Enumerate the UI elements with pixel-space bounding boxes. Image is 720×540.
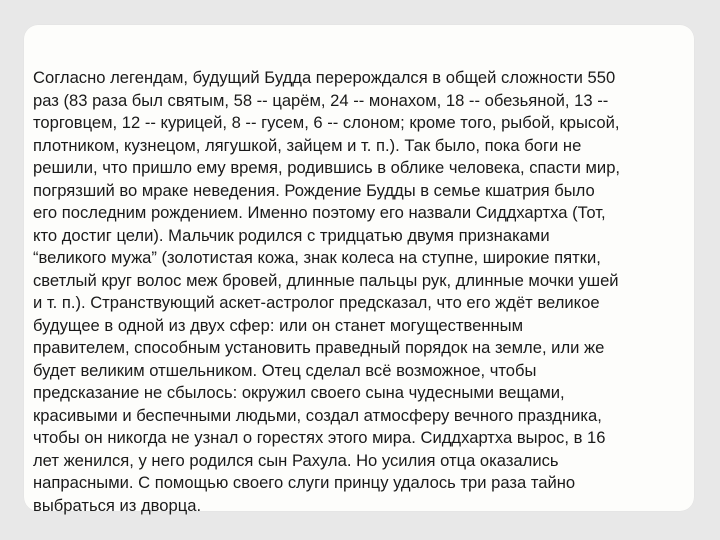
slide-body-text: Согласно легендам, будущий Будда перерождался в общей сложности 550 раз (83 раза был святым, 58 -- царём, 24 -- монахом, 18 -- обезьяной, 13 -- торговцем, 12 -- курицей, 8 -- гусем, 6 -- слоном; кроме того, рыбой, крысой, плотником, кузнецом, лягушкой, зайцем и т. п.). Так было, пока боги не решили, что пришло ему время, родившись в облике человека, спасти мир, погрязший во мраке неведения. Рождение Будды в семье кшатрия было его последним рождением. Именно поэтому его назвали Сиддхартха (Тот, кто достиг цели). Мальчик родился с тридцатью двумя признаками “великого мужа” (золотистая кожа, знак колеса на ступне, широкие пятки, светлый круг волос меж бровей, длинные пальцы рук, длинные мочки ушей и т. п.). Странствующий аскет-астролог предсказал, что его ждёт великое будущее в одной из двух сфер: или он станет могущественным правителем, способным установить праведный порядок на земле, или же будет великим отшельником. Отец сделал всё возможное, чтобы предсказание не сбылось: окружил своего сына чудесными вещами, красивыми и беспечными людьми, создал атмосферу вечного праздника, чтобы он никогда не узнал о горестях этого мира. Сиддхартха вырос, в 16 лет женился, у него родился сын Рахула. Но усилия отца оказались напрасными. С помощью своего слуги принцу удалось три раза тайно выбраться из дворца. [33,68,621,515]
